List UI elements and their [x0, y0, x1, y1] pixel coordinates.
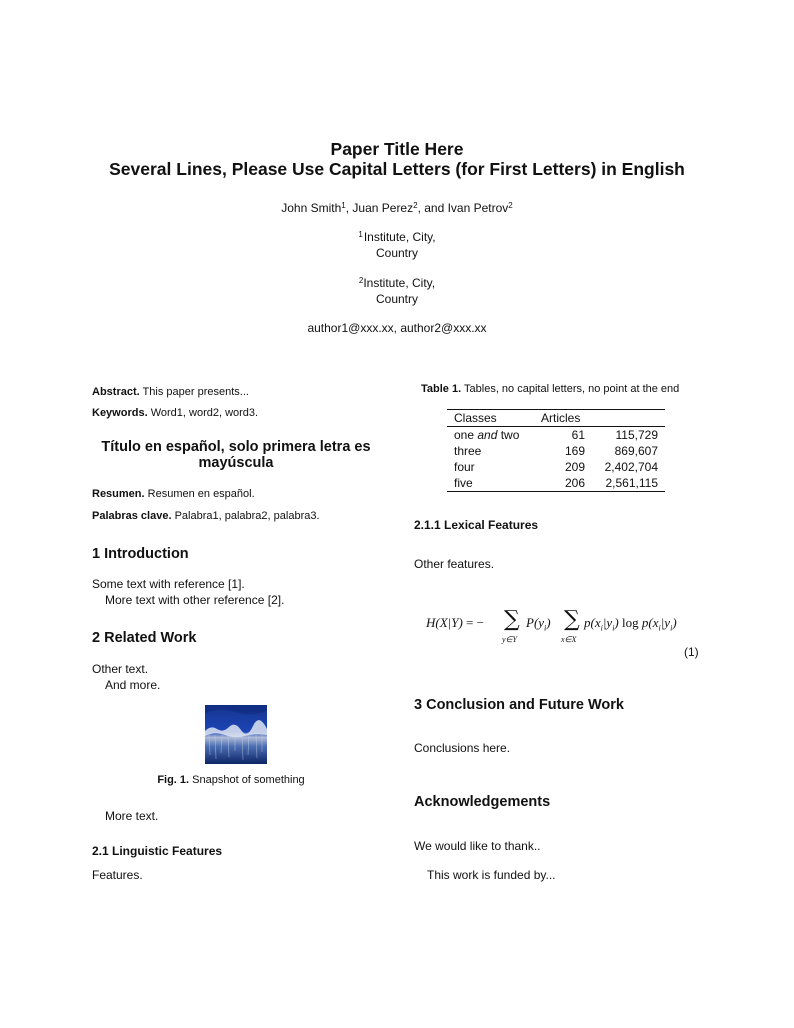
affiliation-country: Country	[375, 292, 419, 306]
cell-class: four	[454, 460, 475, 474]
spanish-title-line-2: mayúscula	[198, 455, 274, 471]
figure-1-image	[205, 705, 267, 764]
author-separator: ,	[345, 201, 353, 215]
section-heading-related-work: 2 Related Work	[92, 630, 197, 646]
spanish-title	[86, 439, 386, 472]
author-emails: author1@xxx.xx, author2@xxx.xx	[307, 321, 487, 335]
table-row	[447, 459, 665, 475]
related-work-paragraph-1: Other text.	[92, 662, 149, 676]
data-table	[447, 409, 665, 492]
affiliation-mark: 2	[358, 276, 364, 285]
table-row	[447, 443, 665, 459]
introduction-paragraph-2: More text with other reference [2].	[105, 593, 285, 607]
cell-count: 869,607	[614, 444, 658, 458]
table-1	[447, 409, 665, 492]
column-header-classes: Classes	[454, 411, 497, 425]
equation-1: H(X|Y) = − ∑ y∈Y $P(y_i)$ ∑ x∈X $p(x_i|y_i)$ $\log p(x_i|y_i)$	[426, 607, 677, 644]
subsection-heading-lexical-features: 2.1.1 Lexical Features	[414, 518, 539, 532]
column-header-count	[585, 410, 665, 427]
author-list	[0, 201, 794, 215]
table-header-row	[447, 410, 665, 427]
conclusion-text: Conclusions here.	[414, 741, 511, 755]
more-text-paragraph: More text.	[105, 809, 159, 823]
resumen	[92, 488, 255, 501]
author-name: John Smith	[281, 201, 342, 215]
equation-number: (1)	[684, 645, 699, 659]
related-work-paragraph-2: And more.	[105, 678, 161, 692]
cell-articles: 61	[571, 428, 585, 442]
spanish-title-line-1: Título en español, solo primera letra es	[101, 439, 371, 455]
table-row	[447, 427, 665, 444]
table-1-caption	[421, 383, 679, 396]
acknowledgements-paragraph-2: This work is funded by...	[427, 868, 556, 882]
figure-label: Fig. 1.	[157, 774, 190, 786]
title-line-1: Paper Title Here	[330, 139, 464, 159]
subsection-heading-linguistic-features: 2.1 Linguistic Features	[92, 844, 223, 858]
author-affiliation-mark: 2	[508, 201, 513, 210]
keywords-text: Word1, word2, word3.	[150, 407, 259, 419]
affiliation-line: Institute, City,	[363, 230, 436, 244]
table-row	[447, 475, 665, 492]
resumen-label: Resumen.	[92, 488, 145, 500]
author-name: Juan Perez	[352, 201, 414, 215]
affiliation-country: Country	[375, 246, 419, 260]
cell-class: three	[454, 444, 482, 458]
cell-articles: 169	[564, 444, 585, 458]
cell-count: 115,729	[615, 428, 658, 442]
affiliation-mark: 1	[358, 230, 363, 239]
column-header-articles: Articles	[541, 411, 581, 425]
title-line-2: Several Lines, Please Use Capital Letters (for First Letters) in English	[109, 159, 685, 179]
table-label: Table 1.	[421, 383, 462, 395]
figure-1-caption	[92, 774, 370, 787]
cell-articles: 209	[564, 460, 585, 474]
linguistic-features-text: Features.	[92, 868, 143, 882]
author-affiliation-mark: 2	[413, 201, 418, 210]
section-heading-introduction: 1 Introduction	[92, 546, 189, 562]
cell-class: one and two	[454, 428, 520, 442]
author-affiliation-mark: 1	[341, 201, 346, 210]
keywords-label: Keywords.	[92, 407, 148, 419]
acknowledgements-paragraph-1: We would like to thank..	[414, 839, 541, 853]
snapshot-image	[205, 705, 267, 764]
section-heading-conclusion: 3 Conclusion and Future Work	[414, 697, 624, 713]
palabras-clave	[92, 510, 320, 523]
paper-title	[0, 139, 794, 179]
cell-count: 2,402,704	[604, 460, 658, 474]
palabras-clave-label: Palabras clave.	[92, 510, 172, 522]
introduction-paragraph-1: Some text with reference [1].	[92, 577, 245, 591]
keywords	[92, 407, 258, 420]
author-name: Ivan Petrov	[447, 201, 509, 215]
table-caption-text: Tables, no capital letters, no point at the end	[464, 383, 680, 395]
cell-class: five	[454, 476, 473, 490]
cell-count: 2,561,115	[605, 476, 658, 490]
author-separator: , and	[417, 201, 448, 215]
abstract-label: Abstract.	[92, 386, 140, 398]
affiliation-line: Institute, City,	[363, 276, 436, 290]
section-heading-acknowledgements: Acknowledgements	[414, 794, 551, 810]
lexical-features-text: Other features.	[414, 557, 495, 571]
affiliation-1	[0, 229, 794, 261]
affiliation-2	[0, 275, 794, 307]
cell-articles: 206	[564, 476, 585, 490]
palabras-clave-text: Palabra1, palabra2, palabra3.	[174, 510, 320, 522]
figure-caption-text: Snapshot of something	[192, 774, 305, 786]
resumen-text: Resumen en español.	[147, 488, 255, 500]
abstract-text: This paper presents...	[142, 386, 249, 398]
abstract	[92, 386, 249, 399]
